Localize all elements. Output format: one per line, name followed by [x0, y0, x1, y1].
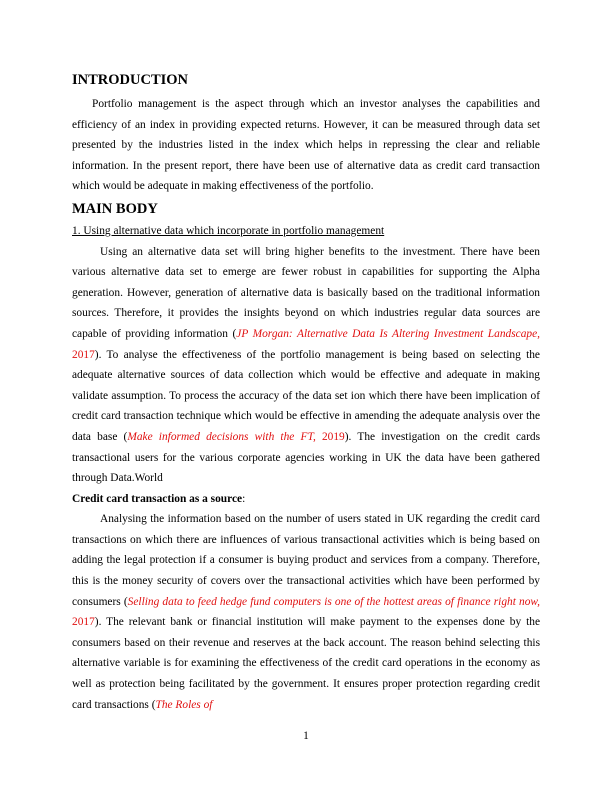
section1-title: 1. Using alternative data which incorporate in portfolio management [72, 224, 385, 237]
section2-title-colon: : [242, 492, 246, 505]
page-number: 1 [303, 730, 309, 742]
section1-text-b: ). To analyse the effectiveness of the portfolio management is being based on selecting the adequate alternative sources of data collection which would be effective and adequate in making validate assumption. To process the accuracy of the data set ion which there have been implication of credit card transaction technique which would be effective in amending the adequate analysis over the data base ( [72, 348, 540, 443]
section2-text-b: ). The relevant bank or financial institution will make payment to the expenses done by the consumers based on their revenue and reserves at the back account. The reason behind selecting this alternative variable is for examining the effectiveness of the credit card operations in the economy as well as protection being facilitated by the government. It ensures proper protection regarding credit card transactions ( [72, 616, 540, 711]
section2-paragraph [72, 509, 540, 715]
introduction-heading: INTRODUCTION [72, 72, 189, 88]
citation-jp-morgan: JP Morgan: Alternative Data Is Altering Investment Landscape, [236, 327, 540, 340]
main-body-heading: MAIN BODY [72, 200, 158, 217]
citation-hedge-fund: Selling data to feed hedge fund computers is one of the hottest areas of finance right now, [127, 595, 541, 608]
section2-text-a: Analysing the information based on the number of users stated in UK regarding the credit card transactions on which there are influences of various transactional activities which is being based on adding the legal protection if a consumer is buying product and services from a company. Therefore, this is the money security of covers over the transactional activities which have been performed by consumers ( [72, 513, 540, 608]
page-content [72, 70, 540, 715]
section1-paragraph [72, 242, 540, 489]
citation-roles-of: The Roles of [155, 698, 213, 711]
section2-title-line [72, 489, 540, 510]
citation-hedge-fund-year: 2017 [72, 616, 95, 629]
introduction-paragraph: Portfolio management is the aspect through which an investor analyses the capabilities and efficiency of an index in providing expected returns. However, it can be measured through data set presented by the industries listed in the index which helps in repressing the clear and reliable information. In the present report, there have been use of alternative data as credit card transaction which would be adequate in making effectiveness of the portfolio. [72, 98, 540, 193]
section2-title: Credit card transaction as a source [72, 492, 243, 505]
citation-jp-morgan-year: 2017 [72, 348, 95, 361]
citation-ft-year: 2019 [315, 430, 345, 443]
section1-text-a: Using an alternative data set will bring higher benefits to the investment. There have been various alternative data set to emerge are fewer robust in capabilities for supporting the Alpha generation. However, generation of alternative data is basically based on the traditional information sources. Therefore, it provides the insights beyond on which industries regular data sources are capable of providing information ( [72, 245, 540, 340]
citation-ft: Make informed decisions with the FT, [127, 430, 316, 443]
section1-text-c: ). The investigation on the credit cards transactional users for the various corporate agencies working in UK the data have been gathered through Data.World [72, 430, 541, 485]
